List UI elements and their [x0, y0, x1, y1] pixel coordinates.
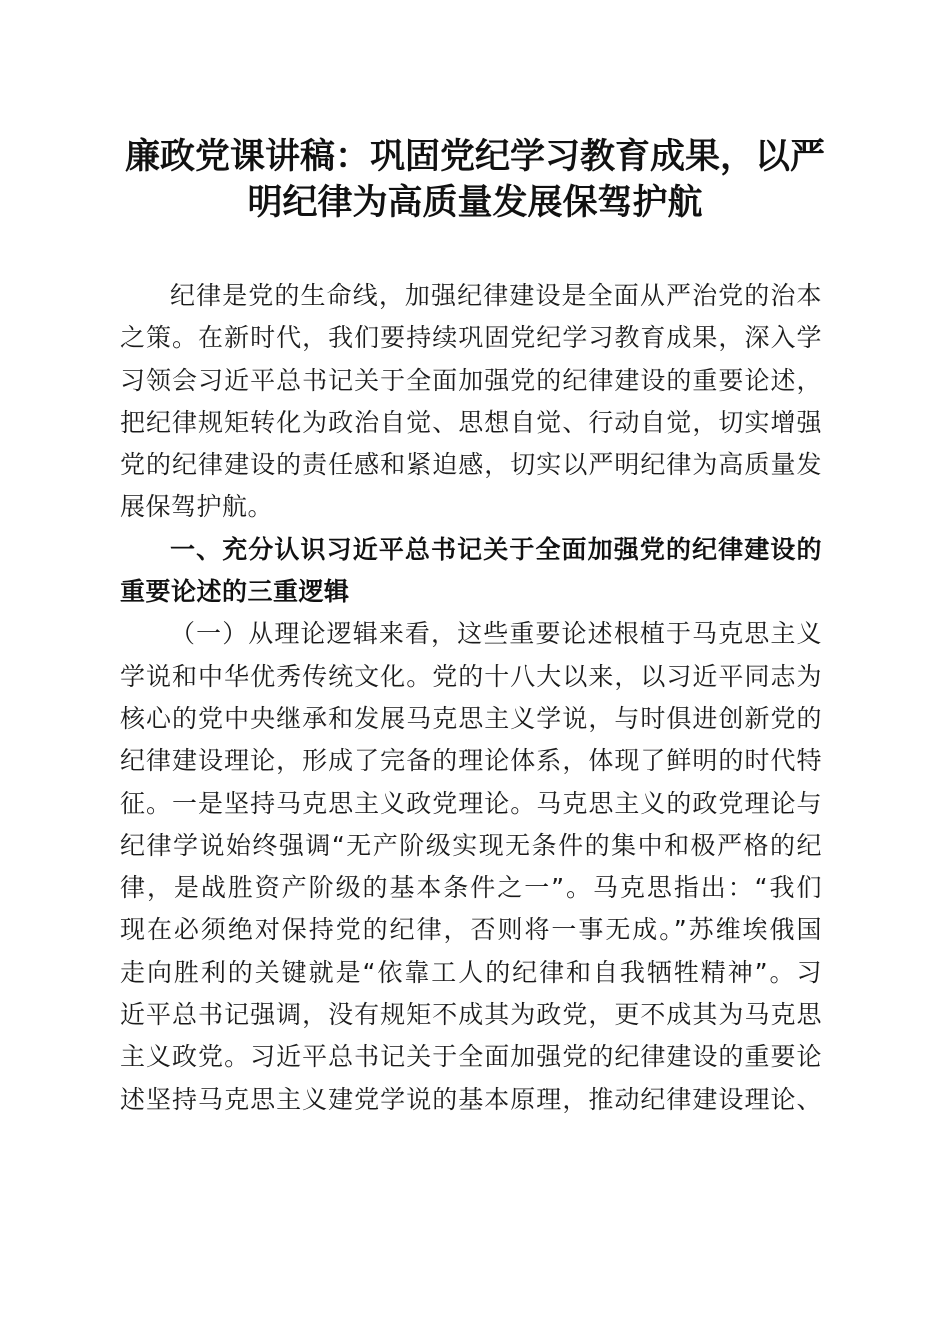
intro-paragraph	[120, 275, 822, 529]
paragraph-line: 主义政党。习近平总书记关于全面加强党的纪律建设的重要论	[120, 1042, 822, 1072]
paragraph-line: 律，是战胜资产阶级的基本条件之一”。马克思指出：“我们	[120, 873, 822, 903]
paragraph-line: 近平总书记强调，没有规矩不成其为政党，更不成其为马克思	[120, 1000, 822, 1030]
paragraph-line: 学说和中华优秀传统文化。党的十八大以来，以习近平同志为	[120, 661, 822, 691]
document-body	[120, 275, 822, 1121]
title-line: 明纪律为高质量发展保驾护航	[247, 182, 703, 223]
paragraph-line: 现在必须绝对保持党的纪律，否则将一事无成。”苏维埃俄国	[120, 915, 822, 945]
heading-line: 重要论述的三重逻辑	[120, 577, 350, 607]
paragraph-line: 之策。在新时代，我们要持续巩固党纪学习教育成果，深入学	[120, 323, 822, 353]
paragraph-line: 纪律是党的生命线，加强纪律建设是全面从严治党的治本	[170, 281, 822, 310]
heading-line: 一、充分认识习近平总书记关于全面加强党的纪律建设的	[170, 534, 822, 564]
paragraph-line: 征。一是坚持马克思主义政党理论。马克思主义的政党理论与	[120, 788, 822, 818]
document-title	[110, 134, 840, 226]
paragraph-line: 党的纪律建设的责任感和紧迫感，切实以严明纪律为高质量发	[120, 450, 822, 480]
paragraph-line: 走向胜利的关键就是“依靠工人的纪律和自我牺牲精神”。习	[120, 957, 822, 987]
title-line: 廉政党课讲稿：巩固党纪学习教育成果，以严	[124, 136, 825, 177]
paragraph-line: 纪律建设理论，形成了完备的理论体系，体现了鲜明的时代特	[120, 746, 822, 776]
paragraph-line: 核心的党中央继承和发展马克思主义学说，与时俱进创新党的	[120, 703, 822, 733]
paragraph-line: 把纪律规矩转化为政治自觉、思想自觉、行动自觉，切实增强	[120, 407, 822, 437]
paragraph-line: 纪律学说始终强调“无产阶级实现无条件的集中和极严格的纪	[120, 830, 822, 860]
paragraph-line: （一）从理论逻辑来看，这些重要论述根植于马克思主义	[170, 619, 822, 649]
paragraph-line: 习领会习近平总书记关于全面加强党的纪律建设的重要论述，	[120, 365, 822, 395]
subsection-paragraph	[120, 613, 822, 1121]
section-heading	[120, 529, 822, 614]
paragraph-line: 述坚持马克思主义建党学说的基本原理，推动纪律建设理论、	[120, 1084, 822, 1114]
paragraph-line: 展保驾护航。	[120, 492, 274, 522]
